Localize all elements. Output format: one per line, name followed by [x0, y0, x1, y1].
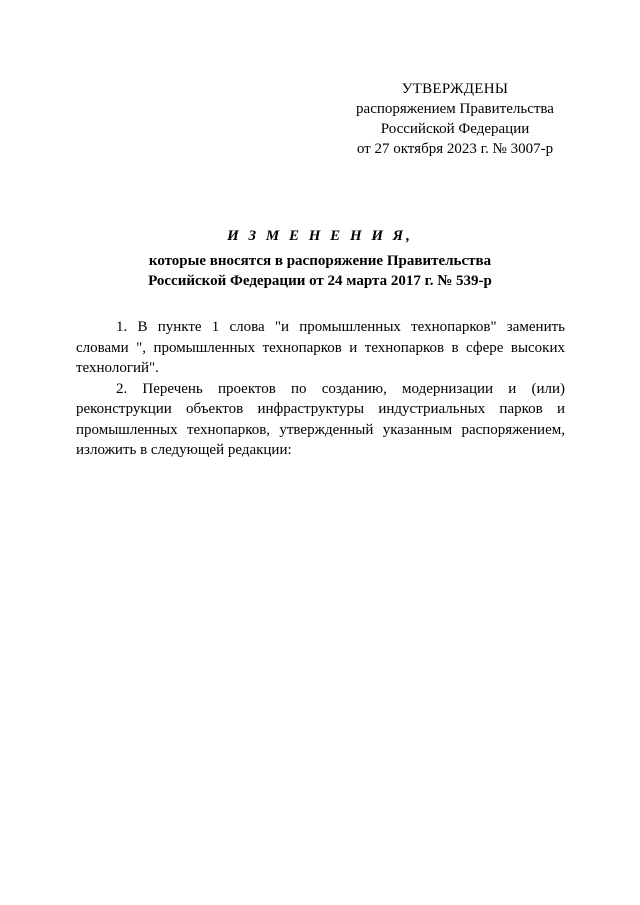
document-heading: [80, 225, 560, 291]
approval-government: Российской Федерации: [380, 121, 530, 137]
document-subtitle-line2: Российской Федерации от 24 марта 2017 г. № 539-р: [148, 273, 492, 289]
approval-issuer: распоряжением Правительства: [356, 101, 554, 117]
document-body: [76, 317, 565, 461]
approval-title: УТВЕРЖДЕНЫ: [401, 81, 509, 97]
approval-date-number: от 27 октября 2023 г. № 3007-р: [356, 141, 554, 157]
paragraph-2: 2. Перечень проектов по созданию, модернизации и (или) реконструкции объектов инфраструктуры индустриальных парков и промышленных технопарков, утвержденный указанным распоряжением, изложить в следующей редакции:: [76, 380, 565, 458]
approval-stamp: [340, 79, 570, 159]
paragraph-1: 1. В пункте 1 слова "и промышленных технопарков" заменить словами ", промышленных технопарков и технопарков в сфере высоких технологий".: [76, 319, 565, 376]
document-title: И З М Е Н Е Н И Я,: [227, 228, 413, 244]
document-subtitle-line1: которые вносятся в распоряжение Правительства: [148, 253, 492, 269]
